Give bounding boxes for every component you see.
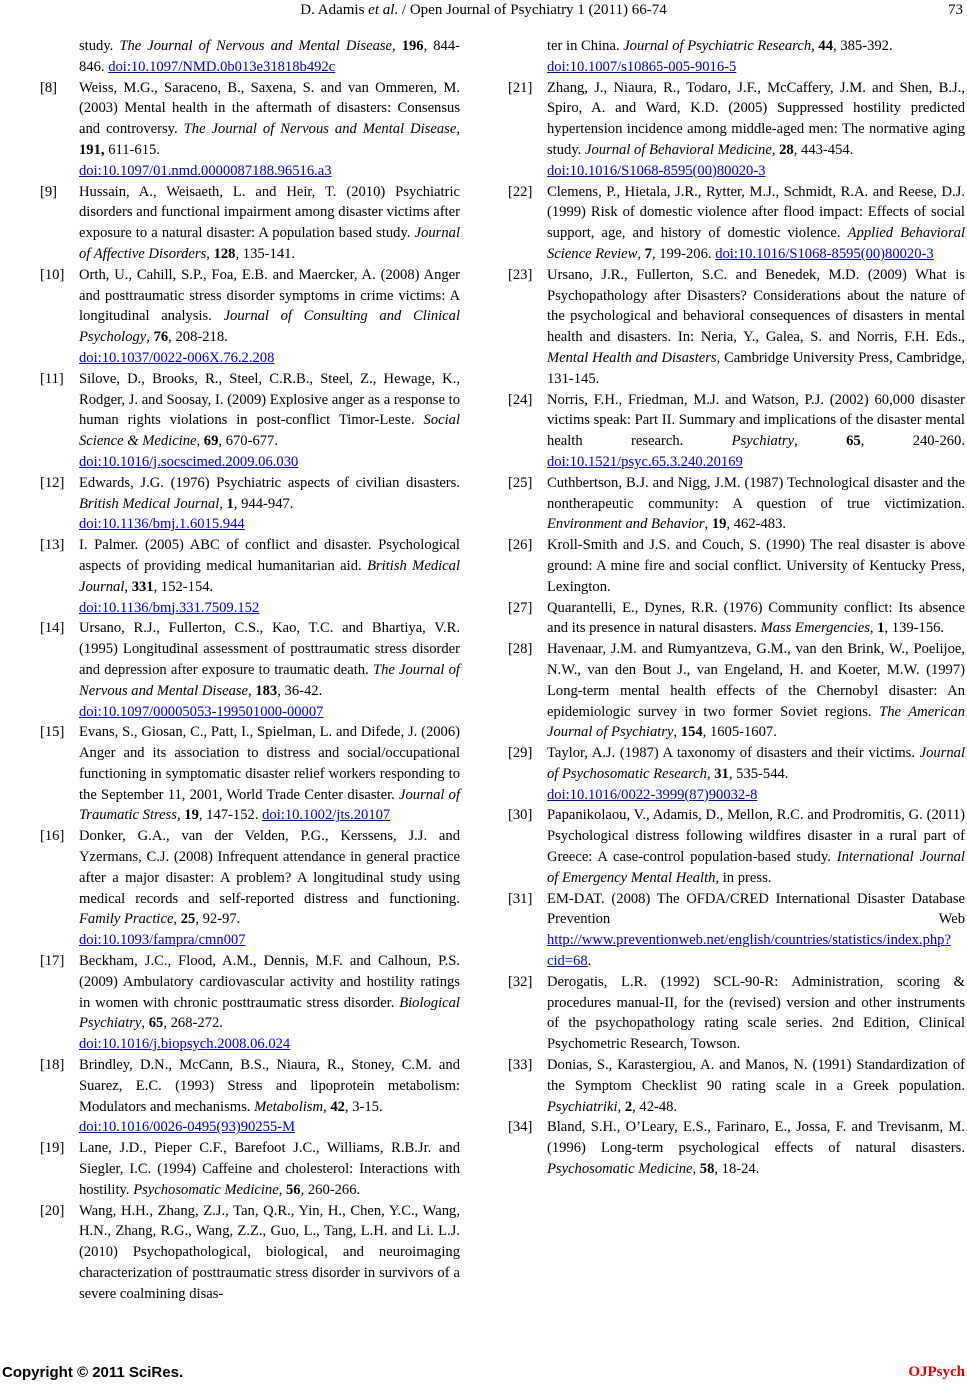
reference-text: , 147-152. — [198, 807, 263, 824]
reference-entry — [40, 473, 460, 535]
reference-text: , — [124, 578, 132, 595]
doi-link[interactable]: doi:10.1093/fampra/cmn007 — [79, 932, 246, 949]
reference-text: , 268-272. — [163, 1015, 223, 1032]
reference-number: [14] — [40, 620, 65, 637]
reference-text: , — [811, 38, 819, 54]
reference-text: , 42-48. — [632, 1098, 678, 1115]
journal-title: British Medical Journal — [79, 557, 461, 595]
reference-text: Beckham, J.C., Flood, A.M., Dennis, M.F. and Calhoun, P.S. (2009) Ambulatory cardiovascular activity and hostility ratings in women with chronic posttraumatic stress disorder. — [79, 953, 460, 1011]
reference-entry — [508, 805, 965, 888]
reference-text: , — [869, 620, 878, 637]
reference-text: , in press. — [715, 869, 772, 886]
volume-number: 19 — [711, 516, 727, 533]
reference-text: , — [196, 433, 204, 450]
reference-text: , 36-42. — [277, 682, 323, 699]
reference-text: , 670-677. — [218, 433, 278, 450]
reference-entry — [40, 1055, 460, 1138]
reference-text: Bland, S.H., O’Leary, E.S., Farinaro, E., Jossa, F. and Trevisanm, M. (1996) Long-term psychological effects of natural disasters. — [547, 1119, 965, 1157]
reference-number: [11] — [40, 370, 64, 387]
doi-link[interactable]: doi:10.1037/0022-006X.76.2.208 — [79, 349, 275, 366]
reference-entry — [508, 473, 965, 535]
reference-entry — [40, 618, 460, 722]
reference-number: [30] — [508, 807, 533, 824]
reference-text: , 3-15. — [344, 1098, 383, 1115]
reference-text: , — [637, 245, 645, 262]
running-header — [0, 2, 967, 19]
reference-number: [10] — [40, 266, 65, 283]
reference-text: , — [141, 1015, 149, 1032]
reference-text: , 135-141. — [235, 245, 296, 262]
reference-entry — [40, 265, 460, 369]
reference-text: , — [278, 1181, 286, 1198]
reference-entry — [508, 182, 965, 265]
reference-text: Ursano, J.R., Fullerton, S.C. and Benedek, M.D. (2009) What is Psychopathology after Disasters? Considerations about the nature of the psychological and behavioral consequences of disasters in mental health and disasters. In: Neria, Y., Galea, S. and Norris, F.H. Eds., — [547, 266, 965, 346]
header-authors: D. Adamis — [300, 2, 365, 18]
reference-number: [33] — [508, 1057, 533, 1074]
reference-entry — [40, 1201, 460, 1305]
reference-number: [34] — [508, 1119, 533, 1136]
page-number: 73 — [948, 2, 963, 18]
reference-text: , 92-97. — [195, 911, 241, 928]
reference-text: , — [173, 911, 181, 928]
reference-number: [28] — [508, 641, 533, 658]
volume-number: 1 — [226, 495, 234, 512]
reference-continuation — [40, 36, 460, 78]
reference-entry — [508, 390, 965, 473]
reference-text: , 443-454. — [793, 141, 854, 158]
volume-number: 65 — [148, 1015, 164, 1032]
reference-text: Norris, F.H., Friedman, M.J. and Watson, P.J. (2002) 60,000 disaster victims speak: Part II. Summary and implications of the disaster mental health research. — [547, 391, 965, 450]
reference-number: [19] — [40, 1140, 65, 1157]
reference-continuation — [508, 36, 965, 78]
reference-text: Hussain, A., Weisaeth, L. and Heir, T. (2010) Psychiatric disorders and functional impairment among disaster victims after exposure to a natural disaster: A population based study. — [79, 183, 460, 242]
reference-text: Papanikolaou, V., Adamis, D., Mellon, R.C. and Prodromitis, G. (2011) Psychological distress following wildfires disaster in a rural part of Greece: A case-control population-based study. — [547, 807, 965, 866]
volume-number: 58 — [699, 1161, 715, 1178]
reference-text: , — [704, 516, 712, 533]
reference-text: , 208-218. — [168, 329, 228, 346]
reference-text: Wang, H.H., Zhang, Z.J., Tan, Q.R., Yin, H., Chen, Y.C., Wang, H.N., Zhang, R.G., Wang, Z.Z., Guo, L., Tang, L.H. and Li. L.J. (2010) Psychopathological, biological, and neuroimaging characterization of posttraumatic stress disorder in survivors of a severe coalmining disas- — [79, 1202, 460, 1302]
reference-text: Zhang, J., Niaura, R., Todaro, J.F., McCaffery, J.M. and Shen, B.J., Spiro, A. and Ward, K.D. (2005) Suppressed hostility predicted hypertension incidence among middle-aged men: The normative aging study. — [547, 79, 965, 158]
journal-title: Journal of Traumatic Stress — [79, 786, 460, 824]
reference-number: [21] — [508, 79, 533, 96]
header-etal: et al — [368, 2, 395, 18]
reference-text: Taylor, A.J. (1987) A taxonomy of disasters and their victims. — [547, 745, 920, 762]
reference-text: , 462-483. — [726, 516, 787, 533]
doi-link[interactable]: doi:10.1097/NMD.0b013e31818b492c — [108, 58, 336, 75]
reference-number: [27] — [508, 599, 533, 616]
reference-entry — [40, 369, 460, 473]
volume-number: 2 — [624, 1098, 633, 1115]
volume-number: 154 — [680, 724, 703, 741]
doi-link[interactable]: doi:10.1016/j.socscimed.2009.06.030 — [79, 453, 299, 470]
reference-text: Silove, D., Brooks, R., Steel, C.R.B., Steel, Z., Hewage, K., Rodger, J. and Soosay, I. (2009) Explosive anger as a response to human rights violations in post-conflict Timor-Leste. — [79, 370, 460, 429]
reference-text: , 152-154. — [153, 578, 214, 595]
journal-title: Psychiatry — [731, 433, 795, 450]
doi-link[interactable]: doi:10.1002/jts.20107 — [262, 807, 391, 824]
reference-text: Derogatis, L.R. (1992) SCL-90-R: Administration, scoring & procedures manual-II, for the (revised) version and other instruments of the psychopathology rating scale series. 2nd Edition, Clinical Psychometric Research, Towson. — [547, 973, 965, 1053]
reference-number: [15] — [40, 724, 65, 741]
reference-entry — [40, 182, 460, 265]
doi-link[interactable]: doi:10.1016/0022-3999(87)90032-8 — [547, 786, 758, 803]
volume-number: 19 — [184, 807, 199, 824]
reference-entry — [40, 722, 460, 826]
volume-number: 7 — [644, 245, 652, 262]
reference-entry — [508, 972, 965, 1055]
reference-text: , Cambridge University Press, Cambridge, 131-145. — [547, 349, 965, 387]
reference-entry — [508, 1055, 965, 1117]
reference-number: [29] — [508, 745, 533, 762]
volume-number: 191, — [79, 141, 105, 158]
journal-title: Social Science & Medicine — [79, 412, 460, 450]
reference-text: EM-DAT. (2008) The OFDA/CRED International Disaster Database Prevention Web — [547, 890, 965, 928]
reference-text: Evans, S., Giosan, C., Patt, I., Spielman, L. and Difede, J. (2006) Anger and its association to distress and social/occupational functioning in symptomatic disaster relief workers responding to the September 11, 2001, World Trade Center disaster. — [79, 724, 460, 803]
journal-title: Psychosomatic Medicine — [133, 1181, 279, 1198]
reference-number: [9] — [40, 183, 58, 200]
reference-number: [22] — [508, 183, 533, 200]
journal-title: British Medical Journal — [79, 495, 220, 512]
doi-link[interactable]: doi:10.1007/s10865-005-9016-5 — [547, 58, 737, 75]
reference-text: Cuthbertson, B.J. and Nigg, J.M. (1987) Technological disaster and the nontherapeutic community: A question of true victimization. — [547, 474, 965, 512]
reference-text: ter in China. — [547, 38, 624, 54]
reference-text: , — [392, 38, 402, 54]
reference-number: [20] — [40, 1202, 65, 1219]
references-left-column — [40, 36, 460, 1305]
volume-number: 65 — [846, 433, 861, 450]
reference-text: Brindley, D.N., McCann, B.S., Niaura, R., Stoney, C.M. and Suarez, E.C. (1993) Stress and lipoprotein metabolism: Modulators and mechanisms. — [79, 1057, 460, 1115]
journal-title: Journal of Consulting and Clinical Psychology — [79, 308, 460, 346]
reference-text: Havenaar, J.M. and Rumyantzeva, G.M., van den Brink, W., Poelijoe, N.W., van den Bout J., van Engeland, H. and Koeter, M.W. (1997) Long-term mental health effects of the Chernobyl disaster: An epidemiologic survey in two former Soviet regions. — [547, 641, 965, 720]
reference-entry — [40, 535, 460, 618]
reference-text: Kroll-Smith and J.S. and Couch, S. (1990) The real disaster is above ground: A mine fire and social conflict. University of Kentucky Press, Lexington. — [547, 537, 965, 595]
volume-number: 331 — [131, 578, 154, 595]
journal-title: Journal of Psychiatric Research — [623, 38, 812, 54]
reference-entry — [508, 535, 965, 597]
reference-text: , 260-266. — [300, 1181, 361, 1198]
reference-entry — [508, 639, 965, 743]
references-right-column — [508, 36, 965, 1180]
journal-title: Journal of Behavioral Medicine — [584, 141, 772, 158]
journal-title: International Journal of Emergency Mental Health — [547, 849, 965, 886]
reference-text: , 1605-1607. — [702, 724, 777, 741]
volume-number: 128 — [213, 245, 236, 262]
reference-entry — [40, 826, 460, 951]
journal-title: Psychosomatic Medicine — [547, 1161, 693, 1178]
doi-link[interactable]: doi:10.1136/bmj.1.6015.944 — [79, 516, 245, 533]
volume-number: 76 — [153, 329, 169, 346]
reference-number: [18] — [40, 1057, 65, 1074]
doi-link[interactable]: doi:10.1016/0026-0495(93)90255-M — [79, 1119, 296, 1136]
reference-number: [26] — [508, 537, 533, 554]
volume-number: 56 — [285, 1181, 301, 1198]
journal-title: Family Practice — [79, 911, 174, 928]
reference-number: [25] — [508, 474, 533, 491]
reference-text: , — [176, 807, 185, 824]
reference-text: , — [219, 495, 227, 512]
reference-text: , 18-24. — [714, 1161, 760, 1178]
doi-link[interactable]: doi:10.1016/j.biopsych.2008.06.024 — [79, 1036, 291, 1053]
journal-title: The Journal of Nervous and Mental Disease — [79, 661, 460, 699]
doi-link[interactable]: doi:10.1016/S1068-8595(00)80020-3 — [547, 162, 766, 179]
journal-title: Psychiatriki — [547, 1098, 618, 1115]
reference-entry — [40, 1138, 460, 1200]
reference-text: , — [206, 245, 214, 262]
journal-title: The Journal of Nervous and Mental Disease — [183, 121, 457, 138]
journal-title: Metabolism — [254, 1098, 324, 1115]
reference-text: Orth, U., Cahill, S.P., Foa, E.B. and Maercker, A. (2008) Anger and posttraumatic stress disorder symptoms in crime victims: A longitudinal analysis. — [79, 266, 460, 325]
reference-number: [13] — [40, 537, 65, 554]
volume-number: 44 — [818, 38, 834, 54]
footer-journal-abbrev: OJPsych — [908, 1364, 965, 1380]
reference-text: study. — [79, 38, 120, 54]
reference-text: , — [617, 1098, 625, 1115]
journal-title: The Journal of Nervous and Mental Disease — [119, 38, 393, 54]
reference-entry — [508, 598, 965, 640]
volume-number: 183 — [255, 682, 278, 699]
reference-text: Weiss, M.G., Saraceno, B., Saxena, S. and van Ommeren, M. (2003) Mental health in the aftermath of disasters: Consensus and controversy. — [79, 79, 460, 138]
volume-number: 25 — [180, 911, 196, 928]
journal-title: The American Journal of Psychiatry — [547, 703, 965, 741]
reference-text: , 139-156. — [884, 620, 945, 637]
doi-link[interactable]: doi:10.1521/psyc.65.3.240.20169 — [547, 453, 743, 470]
doi-link[interactable]: doi:10.1097/01.nmd.0000087188.96516.a3 — [79, 162, 332, 179]
reference-number: [8] — [40, 79, 58, 96]
journal-title: Applied Behavioral Science Review — [547, 225, 966, 262]
reference-text: , — [146, 329, 154, 346]
reference-text: , — [248, 682, 256, 699]
doi-link[interactable]: http://www.preventionweb.net/english/countries/statistics/index.php?cid=68 — [547, 932, 951, 970]
doi-link[interactable]: doi:10.1097/00005053-199501000-00007 — [79, 703, 324, 720]
volume-number: 28 — [779, 141, 794, 158]
volume-number: 31 — [714, 765, 729, 782]
reference-text: , 199-206. — [651, 245, 716, 262]
header-journal: . / Open Journal of Psychiatry 1 (2011) 66-74 — [394, 2, 667, 18]
reference-text: I. Palmer. (2005) ABC of conflict and disaster. Psychological aspects of providing medical humanitarian aid. — [79, 537, 460, 574]
reference-number: [23] — [508, 266, 533, 283]
reference-number: [24] — [508, 391, 533, 408]
reference-text: , — [771, 141, 780, 158]
reference-entry — [508, 78, 965, 182]
reference-text: , — [794, 433, 847, 450]
reference-text: Ursano, R.J., Fullerton, C.S., Kao, T.C. and Bhartiya, V.R. (1995) Longitudinal assessment of posttraumatic stress disorder and depression after exposure to traumatic death. — [79, 620, 460, 678]
reference-text: , 944-947. — [233, 495, 294, 512]
reference-text: Quarantelli, E., Dynes, R.R. (1976) Community conflict: Its absence and its presence in natural disasters. — [547, 599, 965, 637]
journal-title: Mental Health and Disasters — [547, 349, 717, 366]
reference-text: , — [323, 1098, 331, 1115]
reference-number: [31] — [508, 890, 533, 907]
reference-text: Clemens, P., Hietala, J.R., Rytter, M.J., Schmidt, R.A. and Reese, D.J. (1999) Risk of domestic violence after flood impact: Effects of social support, age, and history of domestic violence. — [547, 183, 965, 242]
reference-number: [17] — [40, 953, 65, 970]
reference-text: Donker, G.A., van der Velden, P.G., Kerssens, J.J. and Yzermans, C.J. (2008) Infrequent attendance in general practice after a major disaster: A problem? A longitudinal study using medical records and self-reported distress and functioning. — [79, 828, 460, 907]
reference-entry — [508, 265, 965, 390]
reference-entry — [508, 743, 965, 805]
reference-text: , — [456, 121, 460, 138]
footer-copyright: Copyright © 2011 SciRes. — [2, 1364, 184, 1381]
journal-title: Journal of Affective Disorders — [79, 225, 460, 262]
volume-number: 1 — [877, 620, 885, 637]
reference-text: Donias, S., Karastergiou, A. and Manos, N. (1991) Standardization of the Symptom Checklist 90 rating scale in a Greek population. — [547, 1057, 965, 1094]
reference-number: [32] — [508, 973, 533, 990]
reference-entry — [508, 1117, 965, 1179]
journal-title: Mass Emergencies — [760, 620, 870, 637]
journal-title: Environment and Behavior — [547, 516, 705, 533]
reference-number: [16] — [40, 828, 65, 845]
reference-text: Edwards, J.G. (1976) Psychiatric aspects of civilian disasters. — [79, 474, 460, 491]
reference-text: 611-615. — [104, 141, 160, 158]
reference-text: , — [673, 724, 681, 741]
journal-title: Journal of Psychosomatic Research — [547, 745, 965, 782]
reference-text: Lane, J.D., Pieper C.F., Barefoot J.C., Williams, R.B.Jr. and Siegler, I.C. (1994) Caffeine and cholesterol: Interactions with hostility. — [79, 1140, 460, 1198]
volume-number: 69 — [203, 433, 219, 450]
reference-entry — [40, 78, 460, 182]
reference-text: , — [692, 1161, 700, 1178]
volume-number: 42 — [330, 1098, 345, 1115]
reference-number: [12] — [40, 474, 65, 491]
reference-text: , 240-260. — [860, 433, 965, 450]
reference-text: , 844-846. — [79, 38, 460, 75]
reference-text: . — [587, 953, 592, 970]
volume-number: 196 — [401, 38, 424, 54]
reference-entry — [508, 889, 965, 972]
doi-link[interactable]: doi:10.1136/bmj.331.7509.152 — [79, 599, 260, 616]
reference-entry — [40, 951, 460, 1055]
reference-text: , — [706, 765, 715, 782]
doi-link[interactable]: doi:10.1016/S1068-8595(00)80020-3 — [715, 245, 934, 262]
reference-text: , 535-544. — [728, 765, 789, 782]
reference-text: , 385-392. — [833, 38, 893, 54]
journal-title: Biological Psychiatry — [79, 994, 460, 1032]
